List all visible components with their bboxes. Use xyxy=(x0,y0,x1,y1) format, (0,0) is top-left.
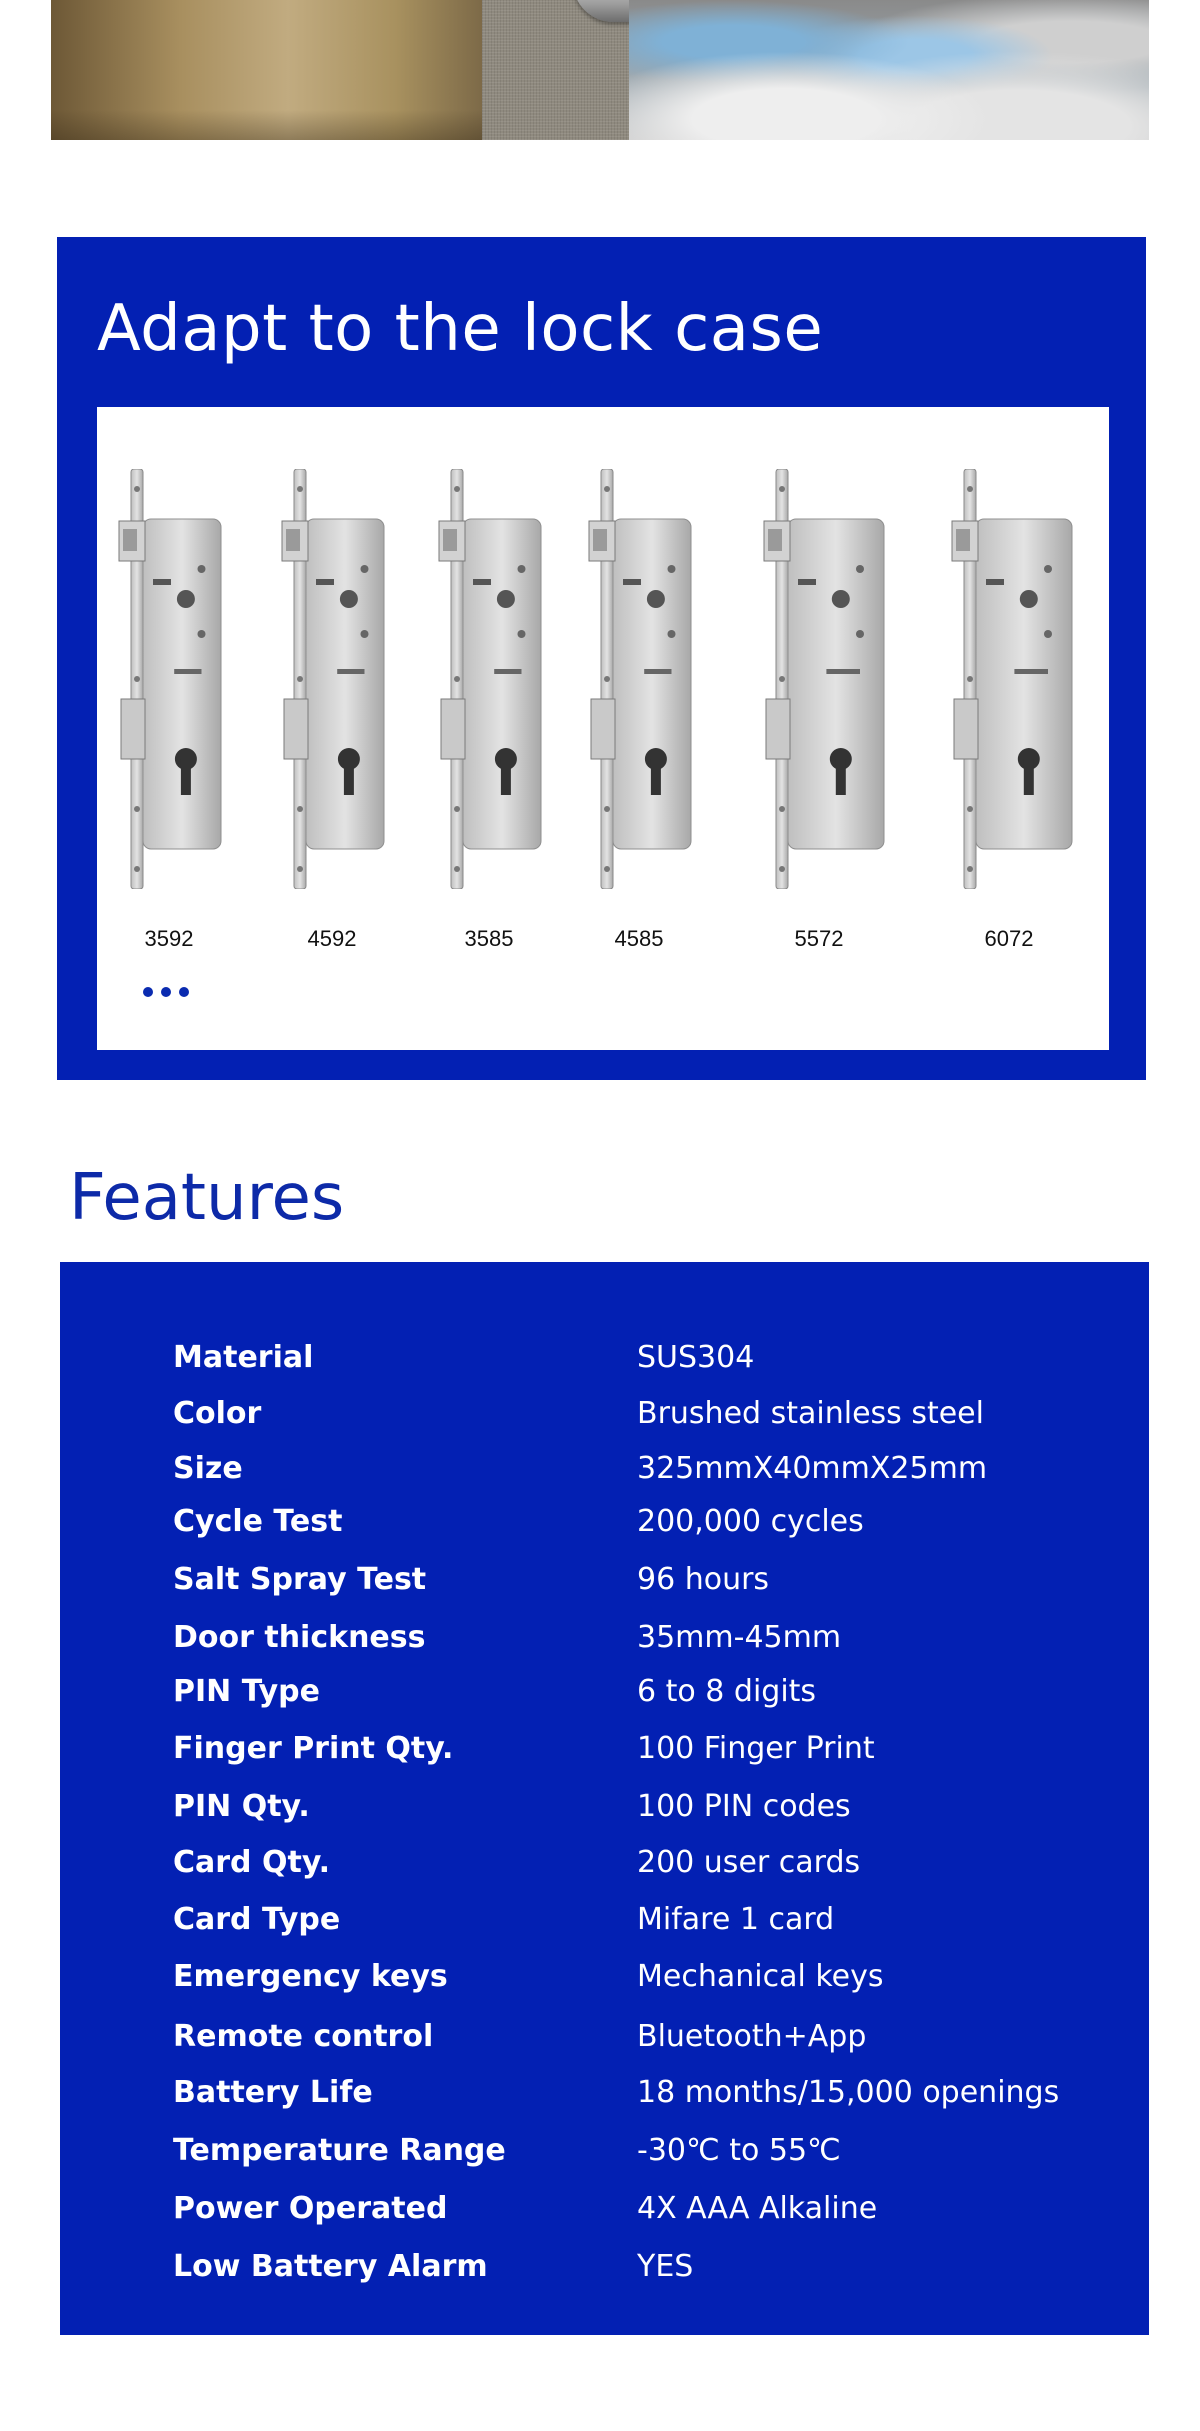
spec-label: Card Type xyxy=(173,1902,341,1937)
spec-row xyxy=(60,2075,1149,2115)
ellipsis-icon[interactable] xyxy=(143,987,189,997)
lock-case-model-label: 6072 xyxy=(984,926,1034,951)
lock-case-model-label: 5572 xyxy=(794,926,844,951)
spec-label: Cycle Test xyxy=(173,1504,343,1539)
lock-case-model-label: 3585 xyxy=(464,926,514,951)
spec-value: -30℃ to 55℃ xyxy=(637,2133,841,2168)
spec-row xyxy=(60,1959,1149,1999)
spec-row xyxy=(60,1451,1149,1491)
spec-label: Color xyxy=(173,1396,262,1431)
lock-case-title: Adapt to the lock case xyxy=(97,292,824,366)
spec-value: Mechanical keys xyxy=(637,1959,884,1994)
features-heading: Features xyxy=(69,1161,345,1235)
spec-label: Salt Spray Test xyxy=(173,1562,427,1597)
spec-label: PIN Type xyxy=(173,1674,320,1709)
spec-value: 35mm-45mm xyxy=(637,1620,842,1655)
lock-case-5572-image xyxy=(762,469,892,889)
spec-row xyxy=(60,1731,1149,1771)
spec-value: 6 to 8 digits xyxy=(637,1674,817,1709)
spec-row xyxy=(60,1902,1149,1942)
spec-row xyxy=(60,1620,1149,1660)
spec-value: 100 PIN codes xyxy=(637,1789,851,1824)
dot xyxy=(161,987,171,997)
spec-row xyxy=(60,1396,1149,1436)
spec-value: 100 Finger Print xyxy=(637,1731,875,1766)
spec-label: Card Qty. xyxy=(173,1845,331,1880)
spec-row xyxy=(60,2019,1149,2059)
lock-case-model-label: 4592 xyxy=(307,926,357,951)
spec-row xyxy=(60,1504,1149,1544)
spec-row xyxy=(60,2191,1149,2231)
spec-label: Emergency keys xyxy=(173,1959,448,1994)
spec-value: SUS304 xyxy=(637,1340,755,1375)
spec-row xyxy=(60,2133,1149,2173)
spec-label: Power Operated xyxy=(173,2191,448,2226)
dot xyxy=(179,987,189,997)
features-panel xyxy=(60,1262,1149,2335)
lock-case-model-label: 3592 xyxy=(144,926,194,951)
lock-case-4585-image xyxy=(587,469,699,889)
spec-row xyxy=(60,1674,1149,1714)
spec-row xyxy=(60,1845,1149,1885)
lock-case-card xyxy=(97,407,1109,1050)
spec-label: Finger Print Qty. xyxy=(173,1731,454,1766)
spec-value: 325mmX40mmX25mm xyxy=(637,1451,988,1486)
spec-label: Low Battery Alarm xyxy=(173,2249,488,2284)
lock-case-4592-image xyxy=(280,469,392,889)
spec-value: 4X AAA Alkaline xyxy=(637,2191,878,2226)
spec-label: PIN Qty. xyxy=(173,1789,310,1824)
spec-row xyxy=(60,1789,1149,1829)
spec-value: Brushed stainless steel xyxy=(637,1396,984,1431)
spec-label: Temperature Range xyxy=(173,2133,506,2168)
spec-label: Remote control xyxy=(173,2019,434,2054)
spec-row xyxy=(60,2249,1149,2289)
spec-value: 96 hours xyxy=(637,1562,770,1597)
spec-label: Size xyxy=(173,1451,243,1486)
spec-value: Mifare 1 card xyxy=(637,1902,835,1937)
spec-label: Material xyxy=(173,1340,314,1375)
lock-case-6072-image xyxy=(950,469,1080,889)
lock-case-3585-image xyxy=(437,469,549,889)
spec-value: 18 months/15,000 openings xyxy=(637,2075,1060,2110)
lock-case-model-label: 4585 xyxy=(614,926,664,951)
hero-gold-wall xyxy=(51,0,482,140)
spec-value: YES xyxy=(637,2249,694,2284)
spec-row xyxy=(60,1562,1149,1602)
spec-label: Door thickness xyxy=(173,1620,426,1655)
lock-case-3592-image xyxy=(117,469,229,889)
spec-value: 200,000 cycles xyxy=(637,1504,864,1539)
dot xyxy=(143,987,153,997)
hero-snow-backdrop xyxy=(629,0,1149,140)
spec-value: Bluetooth+App xyxy=(637,2019,867,2054)
hero-image xyxy=(51,0,1149,140)
lock-case-panel xyxy=(57,237,1146,1080)
spec-value: 200 user cards xyxy=(637,1845,861,1880)
spec-row xyxy=(60,1340,1149,1380)
spec-label: Battery Life xyxy=(173,2075,373,2110)
